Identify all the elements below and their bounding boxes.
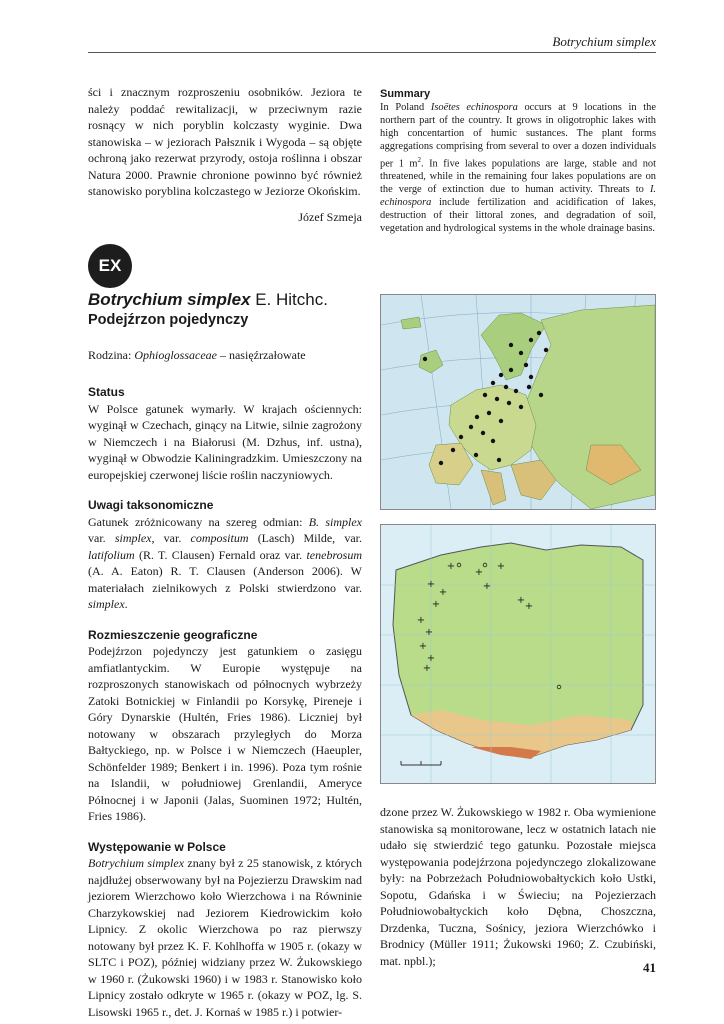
occurrence-dot — [491, 439, 495, 443]
occurrence-dot — [481, 431, 485, 435]
taxonomy-text: Gatunek zróżnicowany na szereg odmian: B. simplex var. simplex, var. compositum (Lasch) Milde, var. latifolium (R. T. Clausen) Fernald oraz var. tenebrosum (A. A. Eaton) R. T. Clausen (Anderson 2006). W materiałach zielnikowych z Polski stwierdzono var. simplex. — [88, 514, 362, 611]
occurrence-cross: + — [474, 567, 484, 578]
occurrence-dot — [524, 363, 528, 367]
occurrence-dot — [519, 405, 523, 409]
geography-heading: Rozmieszczenie geograficzne — [88, 627, 258, 642]
occurrence-dot — [499, 373, 503, 377]
occurrence-cross: + — [422, 663, 432, 674]
occurrence-cross: + — [516, 595, 526, 606]
occurrence-cross: + — [524, 601, 534, 612]
left-main-column — [88, 384, 362, 1020]
occurrence-dot — [483, 393, 487, 397]
occurrence-dot — [519, 351, 523, 355]
running-head: Botrychium simplex — [552, 34, 656, 49]
occurrence-dot — [509, 368, 513, 372]
species-latin-name: Botrychium simplex E. Hitchc. — [88, 290, 328, 309]
occurrence-dot — [544, 348, 548, 352]
occurrence-cross: + — [482, 581, 492, 592]
right-bottom-column — [380, 804, 656, 969]
occurrence-dot — [514, 389, 518, 393]
family-line: Rodzina: Ophioglossaceae – nasięźrzałowate — [88, 348, 306, 362]
left-top-text — [88, 84, 362, 225]
occurrence-dot — [475, 415, 479, 419]
occurrence-dot — [529, 375, 533, 379]
occurrence-dot — [507, 401, 511, 405]
species-polish-name: Podejźrzon pojedynczy — [88, 312, 249, 328]
occurrence-heading: Występowanie w Polsce — [88, 839, 226, 854]
summary-heading: Summary — [380, 88, 431, 100]
previous-article-ending: ści i znacznym rozproszeniu osobników. Jeziora te należy poddać rewitalizacji, w przeciwnym razie rosnący w nich poryblin kolczasty wyginie. Dwa stanowiska – w jeziorach Pałsznik i Wygoda – są objęte ochroną jako rezerwat przyrody, ostoja roślinna i obszar Natura 2000. Prawnie chronione powinno być również stanowisko poryblina kolczastego w Jeziorze Okońskim. — [88, 85, 362, 198]
poland-map-graphic — [381, 525, 655, 783]
europe-distribution-map — [380, 294, 656, 510]
occurrence-cross: + — [418, 641, 428, 652]
status-text: W Polsce gatunek wymarły. W krajach ościennych: wyginął w Czechach, ginący na Litwie, silnie zagrożony w Niemczech i na Białorusi (M. Dzhus, inf. ustna), wyginął w Obwodzie Kaliningradzkim. Umieszczony na europejskiej czerwonej liście roślin naczyniowych. — [88, 401, 362, 482]
status-heading: Status — [88, 385, 125, 399]
occurrence-dot — [497, 458, 501, 462]
occurrence-dot — [499, 419, 503, 423]
taxonomy-heading: Uwagi taksonomiczne — [88, 498, 214, 512]
europe-map-graphic — [381, 295, 655, 509]
occurrence-dot — [459, 435, 463, 439]
occurrence-dot — [451, 448, 455, 452]
occurrence-cross: + — [426, 579, 436, 590]
occurrence-dot — [504, 385, 508, 389]
occurrence-cross: + — [496, 561, 506, 572]
occurrence-dot — [529, 338, 533, 342]
occurrence-dot — [491, 381, 495, 385]
occurrence-dot — [469, 425, 473, 429]
author-signature: Józef Szmeja — [298, 209, 362, 224]
occurrence-cross: + — [438, 587, 448, 598]
occurrence-dot — [487, 411, 491, 415]
occurrence-dot — [474, 453, 478, 457]
poland-distribution-map — [380, 524, 656, 784]
extinct-category-badge: EX — [88, 244, 132, 288]
occurrence-cross: + — [431, 599, 441, 610]
summary-text: In Poland Isoëtes echinospora occurs at 9 locations in the northern part of the country. It grows in oligotrophic lakes with high concentartion of humic sustances. The plant forms aggregations comprising from several to over a dozen individuals per 1 $m^2$. In five lakes populations are large, stable and not threatened, while in the remaining four lakes populations are on the verge of extinction due to human activity. Threats to I. echinospora include fertilization and acidification of lakes, destruction of their littoral zones, and degradation of soil, vegetation and hydrological systems in the whole drainage basins. — [380, 101, 656, 234]
header-rule — [88, 52, 656, 53]
occurrence-dot — [509, 343, 513, 347]
occurrence-dot — [527, 385, 531, 389]
occurrence-cross: + — [426, 653, 436, 664]
geography-text: Podejźrzon pojedynczy jest gatunkiem o zasięgu amfiatlantyckim. W Europie występuje na rozproszonych stanowiskach od północnych wybrzeży Zatoki Botnickiej w Finlandii po Korsykę, Pireneje i Góry Dynarskie (Hultén, Fries 1986). Liczniej był notowany w obszarach przyległych do Morza Bałtyckiego, np. w Polsce i w Niemczech (Haeupler, Schönfelder 1989; Benkert i in. 1996). Poza tym rośnie na Islandii, w południowej Grenlandii, Ameryce Północnej i w Japonii (Jalas, Suominen 1972; Hultén, Fries 1986). — [88, 644, 362, 823]
occurrence-continued-text: dzone przez W. Żukowskiego w 1982 r. Oba wymienione stanowiska są monitorowane, lecz w ostatnich latach nie udało się stwierdzić tego gatunku. Pozostałe miejsca występowania podejźrzona pojedynczego zlokalizowane były: na Pobrzeżach Południowobałtyckich koło Ustki, Sopotu, Gdańska i w Świeciu; na Pojezierzach Południowobałtyckich koło Dębna, Choszczna, Drzdenka, Tuczna, Sośnicy, jeziora Wierzchówko i Brodnicy (Müller 1911; Żukowski 1960; Z. Czubiński, mat. npbl.); — [380, 805, 656, 968]
occurrence-text: Botrychium simplex znany był z 25 stanowisk, z których najdłużej obserwowany był na Pojezierzu Drawskim nad jeziorem Wierzchowo koło Wierzchowa i na Równinie Charzykowskiej nad Jeziorem Kiedrowickim koło Lipnicy. Z okolic Wierzchowa po raz pierwszy notowany był przez K. F. Kohlhoffa w 1905 r. (okazy w SLTC i POZ), później widziany przez W. Żukowskiego w 1960 r. (Żukowski 1960) i w 1983 r. Stanowisko koło Lipnicy zostało odkryte w 1965 r. (okazy w POZ, lg. S. Lisowski 1965 r., det. J. Kornaś w 1985 r.) i potwier- — [88, 856, 362, 1019]
species-title — [88, 290, 388, 328]
occurrence-dot — [423, 357, 427, 361]
page-number: 41 — [643, 960, 656, 975]
occurrence-dot — [439, 461, 443, 465]
summary-block — [380, 88, 656, 235]
occurrence-dot — [539, 393, 543, 397]
occurrence-cross: + — [446, 561, 456, 572]
occurrence-dot — [537, 331, 541, 335]
occurrence-dot — [495, 397, 499, 401]
occurrence-cross: + — [416, 615, 426, 626]
occurrence-cross: + — [424, 627, 434, 638]
